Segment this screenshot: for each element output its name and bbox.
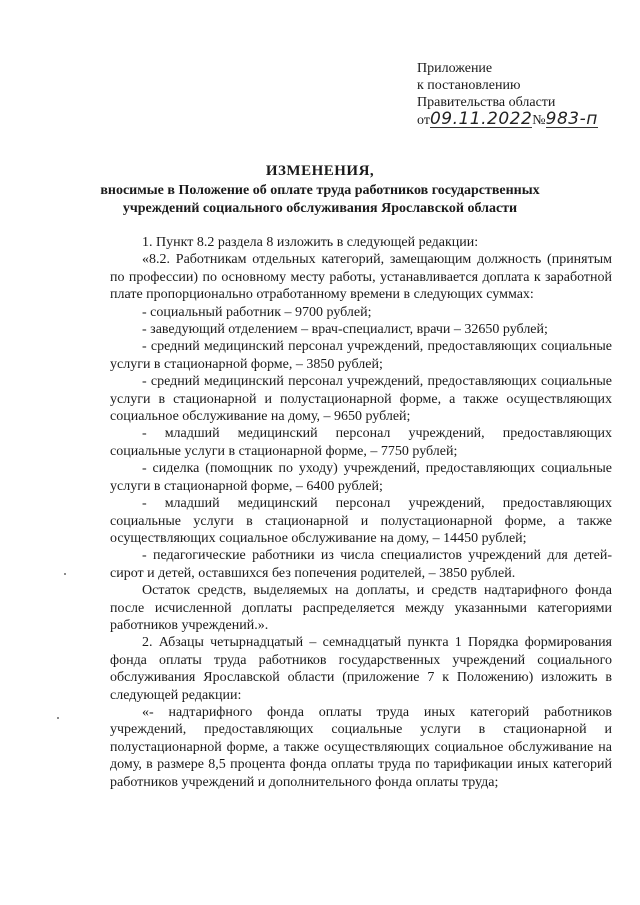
title-subtitle: вносимые в Положение об оплате труда работников государственных учреждений социального обслуживания Ярославской области xyxy=(100,183,540,216)
scan-speck xyxy=(57,717,59,719)
paragraph-remainder: Остаток средств, выделяемых на доплаты, и средств надтарифного фонда после исчисленной доплаты распределяется между указанными категориями работников учреждений.». xyxy=(110,583,612,633)
paragraph-supertariff: «- надтарифного фонда оплаты труда иных категорий работников учреждений, предоставляющих социальные услуги в стационарной и полустационарной форме, а также осуществляющих социальное обслуживание на дому, в размере 8,5 процента фонда оплаты труда по тарификации иных категорий работников учреждений и дополнительного фонда оплаты труда; xyxy=(110,704,612,790)
list-item-mid-medical-semistationary: - средний медицинский персонал учреждений, предоставляющих социальные услуги в стационарной и полустационарной форме, а также осуществляющих социальное обслуживание на дому, – 9650 рублей; xyxy=(110,374,612,425)
list-item-mid-medical-stationary: - средний медицинский персонал учреждений, предоставляющих социальные услуги в стационарной форме, – 3850 рублей; xyxy=(110,339,612,372)
title-main: ИЗМЕНЕНИЯ, xyxy=(265,163,375,179)
list-item-caregiver: - сиделка (помощник по уходу) учреждений, предоставляющих социальные услуги в стационарной форме, – 6400 рублей; xyxy=(110,461,612,494)
paragraph-2-abzacy: 2. Абзацы четырнадцатый – семнадцатый пункта 1 Порядка формирования фонда оплаты труда работников государственных учреждений социального обслуживания Ярославской области (приложение 7 к Положению) изложить в следующей редакции: xyxy=(110,635,612,703)
appendix-line-1: Приложение xyxy=(417,61,493,76)
appendix-header xyxy=(417,60,598,129)
list-item-junior-medical-stationary: - младший медицинский персонал учреждений, предоставляющих социальные услуги в стационарной форме, – 7750 рублей; xyxy=(110,426,612,459)
appendix-line-3: Правительства области xyxy=(417,95,556,110)
date-prefix: от xyxy=(417,113,430,128)
list-item-social-worker: - социальный работник – 9700 рублей; xyxy=(142,304,372,320)
appendix-line-2: к постановлению xyxy=(417,78,521,93)
handwritten-number: 983-п xyxy=(545,109,598,129)
number-prefix: № xyxy=(532,113,546,128)
list-item-junior-medical-semistationary: - младший медицинский персонал учреждений, предоставляющих социальные услуги в стационарной и полустационарной форме, а также осуществляющих социальное обслуживание на дому, – 14450 рублей; xyxy=(110,496,612,546)
document-body xyxy=(110,234,612,791)
paragraph-1: 1. Пункт 8.2 раздела 8 изложить в следующей редакции: xyxy=(142,235,479,250)
handwritten-date: 09.11.2022 xyxy=(429,109,533,129)
list-item-department-head: - заведующий отделением – врач-специалист, врачи – 32650 рублей; xyxy=(142,322,548,338)
scan-speck xyxy=(64,573,66,575)
list-item-pedagogical: - педагогические работники из числа специалистов учреждений для детей-сирот и детей, оставшихся без попечения родителей, – 3850 рублей. xyxy=(110,548,612,581)
appendix-date-line xyxy=(417,111,598,129)
paragraph-2: «8.2. Работникам отдельных категорий, замещающим должность (принятым по профессии) по основному месту работы, устанавливается доплата к заработной плате пропорционально отработанному времени в следующих суммах: xyxy=(110,252,612,303)
document-title xyxy=(100,160,540,218)
